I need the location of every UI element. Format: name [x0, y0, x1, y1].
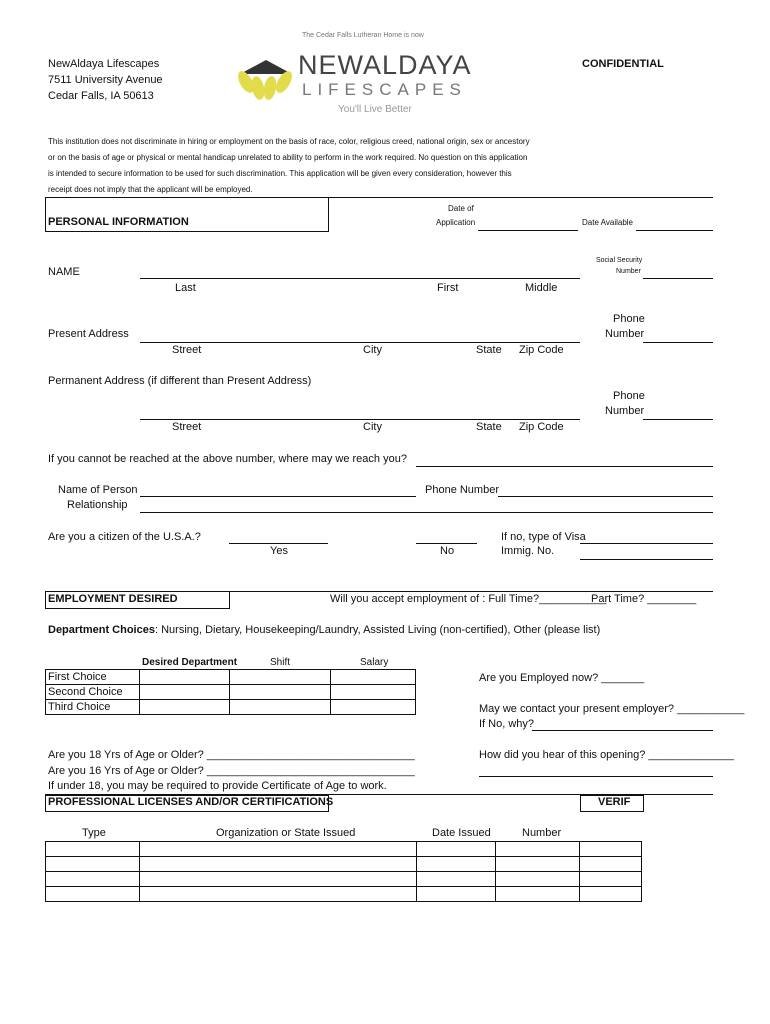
name-field[interactable]	[140, 278, 580, 279]
relationship-field[interactable]	[140, 512, 713, 513]
license-number-cell[interactable]	[496, 842, 580, 857]
license-verif-cell[interactable]	[580, 887, 642, 902]
license-verif-cell[interactable]	[580, 842, 642, 857]
desired-dept-cell[interactable]	[140, 685, 230, 700]
license-number-cell[interactable]	[496, 872, 580, 887]
personal-section-title: PERSONAL INFORMATION	[48, 216, 189, 228]
permanent-phone-field[interactable]	[643, 419, 713, 420]
phone-number-label: Number	[605, 328, 645, 340]
license-date-cell[interactable]	[417, 857, 496, 872]
license-date-cell[interactable]	[417, 842, 496, 857]
col-type: Type	[82, 827, 106, 839]
under-18-note: If under 18, you may be required to provide Certificate of Age to work.	[48, 780, 387, 792]
table-row	[46, 670, 416, 685]
col-org: Organization or State Issued	[216, 827, 356, 839]
department-choices	[48, 624, 600, 636]
permanent-address-field[interactable]	[140, 419, 580, 420]
phone-label: Phone	[613, 313, 645, 325]
license-number-cell[interactable]	[496, 887, 580, 902]
salary-cell[interactable]	[331, 700, 416, 715]
table-row	[46, 872, 642, 887]
street-label: Street	[172, 421, 202, 433]
dept-choices-label: Department Choices	[48, 624, 155, 636]
shift-cell[interactable]	[230, 685, 331, 700]
state-label: State	[476, 344, 502, 356]
visa-type-label: If no, type of Visa	[501, 531, 586, 543]
company-city: Cedar Falls, IA 50613	[48, 90, 154, 102]
name-of-person-label: Name of Person	[58, 484, 138, 496]
disclaimer-line: or on the basis of age or physical or mental handicap unrelated to ability to perform in the work required. No question on this application	[48, 153, 528, 162]
table-row	[46, 887, 642, 902]
state-label: State	[476, 421, 502, 433]
company-name: NewAldaya Lifescapes	[48, 58, 160, 70]
if-no-why-label: If No, why?	[479, 718, 535, 730]
company-address: 7511 University Avenue	[48, 74, 163, 86]
table-row	[46, 842, 642, 857]
dept-choices-text: : Nursing, Dietary, Housekeeping/Laundry, Assisted Living (non-certified), Other (please list)	[154, 624, 601, 636]
employment-section-title: EMPLOYMENT DESIRED	[48, 593, 178, 605]
license-type-cell[interactable]	[46, 872, 140, 887]
table-row	[46, 685, 416, 700]
ssn-label: Social Security	[596, 257, 643, 264]
if-no-why-field[interactable]	[532, 730, 713, 731]
hear-opening-field[interactable]	[479, 776, 713, 777]
phone-field[interactable]	[643, 342, 713, 343]
license-org-cell[interactable]	[140, 872, 417, 887]
ssn-field[interactable]	[643, 278, 713, 279]
licenses-section-title: PROFESSIONAL LICENSES AND/OR CERTIFICATIONS	[48, 796, 334, 808]
license-type-cell[interactable]	[46, 842, 140, 857]
citizen-yes-field[interactable]	[229, 543, 328, 544]
part-time-question: Part Time? ________	[591, 593, 697, 605]
immig-no-field[interactable]	[580, 559, 713, 560]
permanent-address-label: Permanent Address (if different than Present Address)	[48, 375, 312, 387]
relationship-label: Relationship	[67, 499, 128, 511]
license-date-cell[interactable]	[417, 872, 496, 887]
department-choices-table	[45, 669, 416, 715]
name-label: NAME	[48, 266, 80, 278]
present-address-label: Present Address	[48, 328, 129, 340]
desired-dept-cell[interactable]	[140, 670, 230, 685]
full-time-question: Will you accept employment of : Full Time?___________	[330, 593, 607, 605]
license-org-cell[interactable]	[140, 887, 417, 902]
col-desired-department: Desired Department	[142, 657, 238, 668]
phone-number-label: Number	[605, 405, 645, 417]
table-row	[46, 857, 642, 872]
desired-dept-cell[interactable]	[140, 700, 230, 715]
reach-question: If you cannot be reached at the above number, where may we reach you?	[48, 453, 407, 465]
logo-tagline: You'll Live Better	[338, 104, 412, 115]
row-label: First Choice	[46, 670, 140, 685]
age-18-question: Are you 18 Yrs of Age or Older? __________________________________	[48, 749, 415, 761]
date-available-label: Date Available	[582, 218, 633, 227]
logo-tagline-top: The Cedar Falls Lutheran Home is now	[302, 32, 424, 39]
disclaimer-line: This institution does not discriminate in hiring or employment on the basis of race, color, religious creed, national origin, sex or ancestory	[48, 137, 530, 146]
no-label: No	[440, 545, 455, 557]
license-date-cell[interactable]	[417, 887, 496, 902]
row-label: Third Choice	[46, 700, 140, 715]
disclaimer-line: is intended to secure information to be used for such discrimination. This application will be given every consideration, however this	[48, 169, 512, 178]
col-number: Number	[522, 827, 562, 839]
confidential-label: CONFIDENTIAL	[582, 58, 664, 70]
zip-label: Zip Code	[519, 344, 564, 356]
date-available-field[interactable]	[636, 230, 713, 231]
street-label: Street	[172, 344, 202, 356]
citizen-question: Are you a citizen of the U.S.A.?	[48, 531, 201, 543]
reach-field[interactable]	[416, 466, 713, 467]
immig-no-label: Immig. No.	[501, 545, 555, 557]
contact-employer-question: May we contact your present employer? ___________	[479, 703, 745, 715]
date-of-label: Date of	[448, 204, 474, 213]
license-type-cell[interactable]	[46, 857, 140, 872]
ssn-number-label: Number	[616, 268, 641, 275]
flower-logo-icon	[236, 52, 296, 100]
application-label: Application	[436, 218, 476, 227]
company-logo	[232, 32, 482, 122]
city-label: City	[363, 421, 382, 433]
yes-label: Yes	[270, 545, 288, 557]
logo-word1: NEWALDAYA	[298, 50, 472, 80]
license-org-cell[interactable]	[140, 842, 417, 857]
table-row	[46, 700, 416, 715]
license-org-cell[interactable]	[140, 857, 417, 872]
first-label: First	[437, 282, 459, 294]
license-type-cell[interactable]	[46, 887, 140, 902]
licenses-table	[45, 841, 642, 902]
shift-cell[interactable]	[230, 700, 331, 715]
contact-name-field[interactable]	[140, 496, 416, 497]
col-date-issued: Date Issued	[432, 827, 491, 839]
col-salary: Salary	[360, 657, 389, 668]
city-label: City	[363, 344, 382, 356]
logo-word2: LIFESCAPES	[302, 80, 467, 99]
row-label: Second Choice	[46, 685, 140, 700]
middle-label: Middle	[525, 282, 558, 294]
verif-label: VERIF	[598, 796, 631, 808]
hear-opening-question: How did you hear of this opening? ______________	[479, 749, 735, 761]
employed-now-question: Are you Employed now? _______	[479, 672, 645, 684]
salary-cell[interactable]	[331, 670, 416, 685]
present-address-field[interactable]	[140, 342, 580, 343]
citizen-no-field[interactable]	[416, 543, 477, 544]
license-number-cell[interactable]	[496, 857, 580, 872]
col-shift: Shift	[270, 657, 291, 668]
zip-label: Zip Code	[519, 421, 564, 433]
visa-type-field[interactable]	[580, 543, 713, 544]
phone-label: Phone	[613, 390, 645, 402]
date-of-application-field[interactable]	[478, 230, 578, 231]
disclaimer-line: receipt does not imply that the applicant will be employed.	[48, 185, 253, 194]
age-16-question: Are you 16 Yrs of Age or Older? __________________________________	[48, 765, 415, 777]
contact-phone-label: Phone Number	[425, 484, 499, 496]
salary-cell[interactable]	[331, 685, 416, 700]
last-label: Last	[175, 282, 196, 294]
shift-cell[interactable]	[230, 670, 331, 685]
license-verif-cell[interactable]	[580, 872, 642, 887]
contact-phone-field[interactable]	[498, 496, 713, 497]
license-verif-cell[interactable]	[580, 857, 642, 872]
